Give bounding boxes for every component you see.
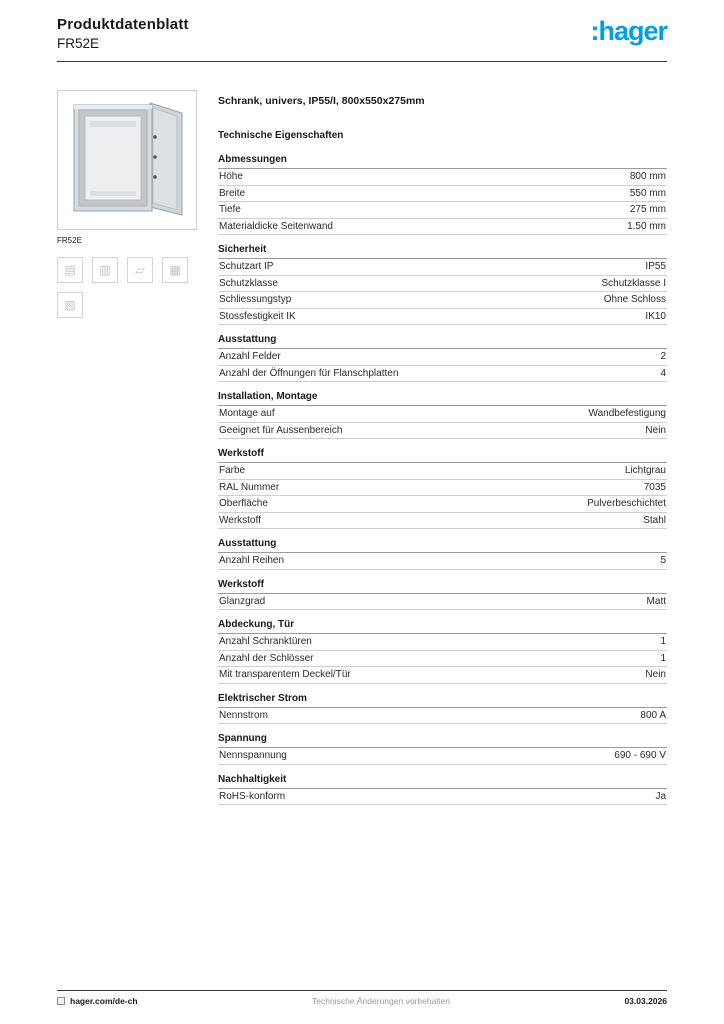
spec-label: Werkstoff (219, 514, 261, 526)
spec-label: RoHS-konform (219, 790, 286, 802)
technical-properties-heading: Technische Eigenschaften (218, 130, 344, 141)
spec-label: Mit transparentem Deckel/Tür (219, 669, 351, 680)
spec-value: 2 (660, 351, 666, 362)
spec-row (218, 309, 667, 326)
spec-section-title: Abdeckung, Tür (218, 619, 667, 634)
spec-row (218, 186, 667, 203)
spec-section-title: Ausstattung (218, 334, 667, 349)
spec-label: RAL Nummer (219, 481, 280, 493)
spec-label: Anzahl Reihen (219, 555, 285, 566)
spec-row (218, 748, 667, 765)
spec-row (218, 553, 667, 570)
spec-row (218, 259, 667, 276)
spec-section-title: Abmessungen (218, 154, 667, 169)
cabinet-front-drawing-icon[interactable]: ▤ (57, 257, 83, 283)
spec-row (218, 219, 667, 236)
spec-label: Farbe (219, 465, 246, 476)
spec-section (218, 154, 667, 235)
spec-row (218, 276, 667, 293)
spec-section (218, 693, 667, 725)
spec-row (218, 169, 667, 186)
spec-section-title: Installation, Montage (218, 391, 667, 406)
spec-value: Wandbefestigung (588, 408, 666, 419)
product-image-caption: FR52E (57, 236, 82, 245)
spec-value: Schutzklasse I (601, 277, 666, 289)
spec-section-title: Ausstattung (218, 538, 667, 553)
spec-label: Anzahl Felder (219, 351, 281, 362)
specifications-column (218, 90, 667, 814)
spec-value: IK10 (645, 310, 666, 322)
spec-row (218, 667, 667, 684)
spec-value: 800 A (640, 709, 666, 721)
spec-value: IP55 (645, 261, 666, 272)
spec-row (218, 634, 667, 651)
spec-value: 550 mm (629, 187, 666, 199)
spec-section (218, 334, 667, 382)
page-footer (57, 990, 667, 1006)
page-header (57, 16, 667, 62)
spec-section (218, 774, 667, 806)
spec-row (218, 651, 667, 668)
document-title: Produktdatenblatt (57, 16, 189, 33)
detail-drawing-icon[interactable]: ▧ (57, 292, 83, 318)
footer-left (57, 996, 138, 1006)
spec-label: Schutzart IP (219, 261, 274, 272)
spec-label: Nennstrom (219, 709, 268, 721)
spec-value: Ja (655, 790, 666, 802)
spec-value: 275 mm (629, 204, 666, 215)
spec-section (218, 448, 667, 529)
spec-label: Schutzklasse (219, 277, 278, 289)
spec-value: Lichtgrau (624, 465, 666, 476)
spec-section-title: Elektrischer Strom (218, 693, 667, 708)
mounting-grid-drawing-icon[interactable]: ▦ (162, 257, 188, 283)
spec-label: Anzahl der Schlösser (219, 652, 314, 664)
spec-label: Breite (219, 187, 246, 199)
spec-value: 1 (660, 652, 666, 664)
spec-label: Höhe (219, 171, 243, 182)
spec-row (218, 496, 667, 513)
cabinet-illustration (58, 91, 196, 229)
spec-value: 800 mm (629, 171, 666, 182)
spec-section-title: Sicherheit (218, 244, 667, 259)
spec-row (218, 480, 667, 497)
dimension-drawing-icon[interactable]: ▱ (127, 257, 153, 283)
spec-section-title: Werkstoff (218, 448, 667, 463)
hager-logo: :hager (590, 16, 667, 46)
spec-value: 690 - 690 V (614, 750, 666, 761)
spec-value: Nein (645, 669, 666, 680)
drawing-thumbnails (57, 257, 189, 318)
spec-section (218, 619, 667, 684)
spec-row (218, 366, 667, 383)
spec-label: Tiefe (219, 204, 241, 215)
media-column (57, 90, 197, 814)
spec-value: 5 (660, 555, 666, 566)
spec-label: Nennspannung (219, 750, 287, 761)
spec-section-title: Werkstoff (218, 579, 667, 594)
spec-sections (218, 154, 667, 805)
spec-value: Stahl (643, 514, 666, 526)
spec-label: Anzahl Schranktüren (219, 636, 312, 647)
spec-row (218, 708, 667, 725)
footer-website-link[interactable]: hager.com/de-ch (70, 996, 138, 1006)
spec-row (218, 406, 667, 423)
spec-section (218, 244, 667, 325)
spec-row (218, 789, 667, 806)
spec-section (218, 579, 667, 611)
spec-label: Glanzgrad (219, 595, 266, 607)
spec-value: 1 (660, 636, 666, 647)
footer-date: 03.03.2026 (624, 996, 667, 1006)
spec-value: 4 (660, 367, 666, 379)
spec-row (218, 349, 667, 366)
footer-marker-icon (57, 997, 65, 1005)
spec-row (218, 292, 667, 309)
spec-row (218, 594, 667, 611)
product-code: FR52E (57, 36, 100, 51)
product-image (57, 90, 197, 230)
spec-row (218, 202, 667, 219)
spec-label: Materialdicke Seitenwand (219, 220, 333, 232)
spec-section (218, 538, 667, 570)
spec-row (218, 513, 667, 530)
footer-disclaimer: Technische Änderungen vorbehalten (312, 996, 450, 1006)
spec-label: Montage auf (219, 408, 275, 419)
spec-value: Ohne Schloss (603, 294, 666, 305)
spec-row (218, 423, 667, 440)
spec-row (218, 463, 667, 480)
main-content (57, 90, 667, 814)
cabinet-side-drawing-icon[interactable]: ▥ (92, 257, 118, 283)
spec-label: Schliessungstyp (219, 294, 292, 305)
spec-label: Stossfestigkeit IK (219, 310, 296, 322)
spec-section-title: Spannung (218, 733, 667, 748)
spec-label: Oberfläche (219, 498, 268, 509)
spec-value: Pulverbeschichtet (587, 498, 666, 509)
spec-value: Nein (645, 424, 666, 436)
spec-section (218, 391, 667, 439)
spec-label: Anzahl der Öffnungen für Flanschplatten (219, 367, 399, 379)
spec-section-title: Nachhaltigkeit (218, 774, 667, 789)
header-title-block (57, 16, 189, 51)
spec-label: Geeignet für Aussenbereich (219, 424, 343, 436)
spec-section (218, 733, 667, 765)
spec-value: Matt (646, 595, 666, 607)
spec-value: 7035 (643, 481, 666, 493)
product-name: Schrank, univers, IP55/I, 800x550x275mm (218, 95, 425, 107)
spec-value: 1.50 mm (627, 220, 666, 232)
